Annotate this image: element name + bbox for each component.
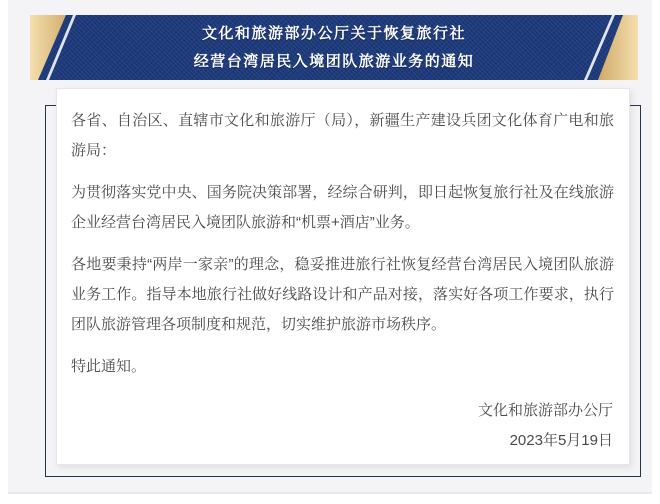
notice-title-banner [30, 15, 638, 80]
banner-title-line-1: 文化和旅游部办公厅关于恢复旅行社 [201, 25, 466, 42]
notice-salutation: 各省、自治区、直辖市文化和旅游厅（局），新疆生产建设兵团文化体育广电和旅游局： [71, 112, 614, 159]
notice-closing: 特此通知。 [71, 358, 147, 375]
notice-date: 2023年5月19日 [509, 432, 613, 449]
content-panel [8, 0, 652, 494]
notice-signature: 文化和旅游部办公厅 [477, 402, 613, 419]
notice-card [56, 88, 630, 465]
notice-paragraph-2: 各地要秉持“两岸一家亲”的理念，稳妥推进旅行社恢复经营台湾居民入境团队旅游业务工作。指导本地旅行社做好线路设计和产品对接，落实好各项工作要求，执行团队旅游管理各项制度和规范，切实维护旅游市场秩序。 [71, 256, 614, 333]
notice-paragraph-1: 为贯彻落实党中央、国务院决策部署，经综合研判，即日起恢复旅行社及在线旅游企业经营台湾居民入境团队旅游和“机票+酒店”业务。 [71, 184, 614, 231]
banner-title-line-2: 经营台湾居民入境团队旅游业务的通知 [193, 53, 475, 70]
signature-block [71, 396, 614, 456]
